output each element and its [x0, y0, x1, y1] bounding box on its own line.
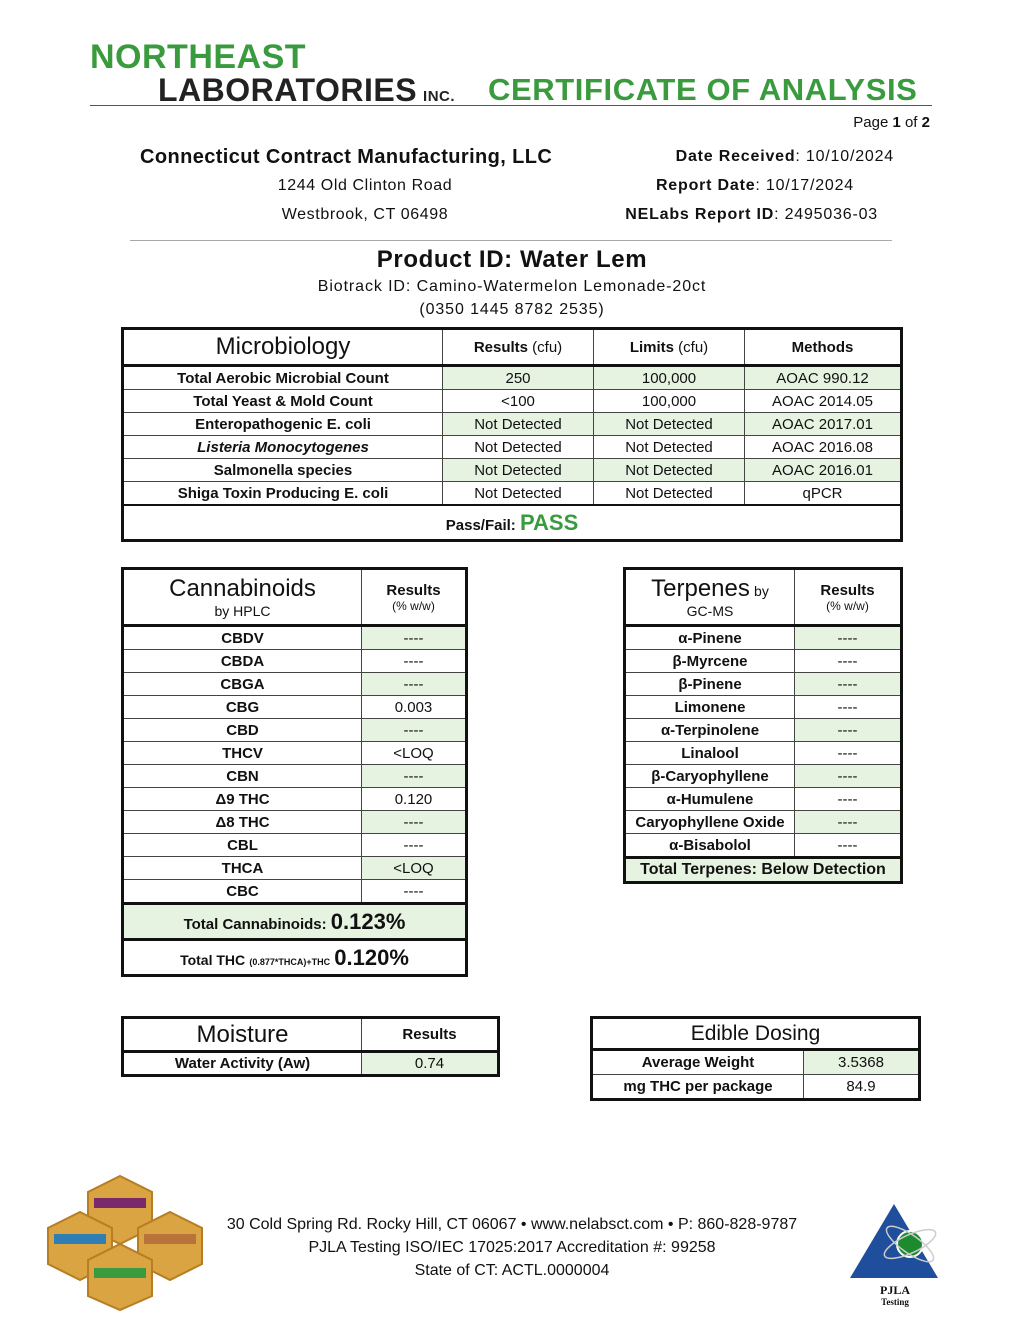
client-city: Westbrook, CT 06498 — [281, 206, 449, 223]
table-row: CBL ---- — [123, 834, 467, 857]
cannabinoids-title: Cannabinoids by HPLC — [123, 569, 362, 626]
total-cannabinoids-row: Total Cannabinoids: 0.123% — [123, 904, 467, 940]
pjla-label: PJLA Testing — [880, 1283, 910, 1307]
table-row: Caryophyllene Oxide ---- — [625, 811, 902, 834]
logo-northeast: NORTHEAST — [90, 38, 307, 76]
table-row: Δ9 THC 0.120 — [123, 788, 467, 811]
table-row: α-Bisabolol ---- — [625, 834, 902, 858]
moisture-table — [121, 1016, 500, 1077]
table-row: Listeria Monocytogenes Not Detected Not Detected AOAC 2016.08 — [123, 436, 902, 459]
moisture-title: Moisture — [123, 1018, 362, 1052]
table-row: mg THC per package 84.9 — [592, 1075, 920, 1100]
table-row: β-Pinene ---- — [625, 673, 902, 696]
col-results: Results (cfu) — [443, 329, 594, 366]
client-name: Connecticut Contract Manufacturing, LLC — [140, 146, 553, 168]
header-divider — [90, 105, 932, 106]
table-row: CBC ---- — [123, 880, 467, 904]
table-row: CBN ---- — [123, 765, 467, 788]
table-row: Total Aerobic Microbial Count 250 100,000 AOAC 990.12 — [123, 366, 902, 390]
col-results: Results — [362, 1018, 499, 1052]
biotrack-code: (0350 1445 8782 2535) — [419, 301, 605, 318]
status-badge: PASS — [519, 509, 579, 535]
table-row: Shiga Toxin Producing E. coli Not Detected Not Detected qPCR — [123, 482, 902, 506]
table-row: THCA <LOQ — [123, 857, 467, 880]
microbiology-title: Microbiology — [123, 329, 443, 366]
product-id: Product ID: Water Lem — [376, 246, 648, 273]
footer-address: 30 Cold Spring Rd. Rocky Hill, CT 06067 • www.nelabsct.com • P: 860-828-9787 — [226, 1216, 798, 1233]
table-row: CBG 0.003 — [123, 696, 467, 719]
pass-fail-row: Pass/Fail: PASS — [123, 505, 902, 541]
date-received: Date Received: 10/10/2024 — [675, 148, 894, 165]
table-row: CBGA ---- — [123, 673, 467, 696]
footer-license: State of CT: ACTL.0000004 — [414, 1262, 610, 1279]
table-row: Linalool ---- — [625, 742, 902, 765]
table-row: CBD ---- — [123, 719, 467, 742]
biotrack-id: Biotrack ID: Camino-Watermelon Lemonade-20ct — [317, 278, 707, 295]
microbiology-table — [121, 327, 903, 542]
table-row: Salmonella species Not Detected Not Detected AOAC 2016.01 — [123, 459, 902, 482]
footer-accreditation: PJLA Testing ISO/IEC 17025:2017 Accreditation #: 99258 — [308, 1239, 716, 1256]
table-row: Enteropathogenic E. coli Not Detected Not Detected AOAC 2017.01 — [123, 413, 902, 436]
table-row: β-Caryophyllene ---- — [625, 765, 902, 788]
table-row: CBDV ---- — [123, 626, 467, 650]
table-row: CBDA ---- — [123, 650, 467, 673]
document-title: CERTIFICATE OF ANALYSIS — [488, 72, 918, 107]
col-results: Results (% w/w) — [362, 569, 467, 626]
edible-dosing-title: Edible Dosing — [592, 1018, 920, 1050]
client-street: 1244 Old Clinton Road — [277, 177, 453, 194]
table-row: α-Terpinolene ---- — [625, 719, 902, 742]
table-row: Total Yeast & Mold Count <100 100,000 AOAC 2014.05 — [123, 390, 902, 413]
table-row: α-Humulene ---- — [625, 788, 902, 811]
section-divider — [130, 240, 892, 241]
report-id: NELabs Report ID: 2495036-03 — [625, 206, 878, 223]
table-row: β-Myrcene ---- — [625, 650, 902, 673]
col-methods: Methods — [745, 329, 902, 366]
terpenes-title: Terpenes by GC-MS — [625, 569, 795, 626]
table-row: Average Weight 3.5368 — [592, 1050, 920, 1075]
col-limits: Limits (cfu) — [594, 329, 745, 366]
col-results: Results (% w/w) — [795, 569, 902, 626]
page-number: Page 1 of 2 — [853, 114, 930, 131]
terpenes-table — [623, 567, 903, 884]
table-row: THCV <LOQ — [123, 742, 467, 765]
table-row: α-Pinene ---- — [625, 626, 902, 650]
cannabinoids-table — [121, 567, 468, 977]
report-date: Report Date: 10/17/2024 — [655, 177, 854, 194]
edible-dosing-table — [590, 1016, 921, 1101]
pjla-logo-icon — [848, 1200, 943, 1284]
table-row: Δ8 THC ---- — [123, 811, 467, 834]
table-row: Limonene ---- — [625, 696, 902, 719]
logo-laboratories: LABORATORIES INC. — [158, 72, 456, 108]
total-terpenes-row: Total Terpenes: Below Detection — [625, 858, 902, 883]
table-row: Water Activity (Aw) 0.74 — [123, 1052, 499, 1076]
total-thc-row: Total THC (0.877*THCA)+THC 0.120% — [123, 940, 467, 976]
